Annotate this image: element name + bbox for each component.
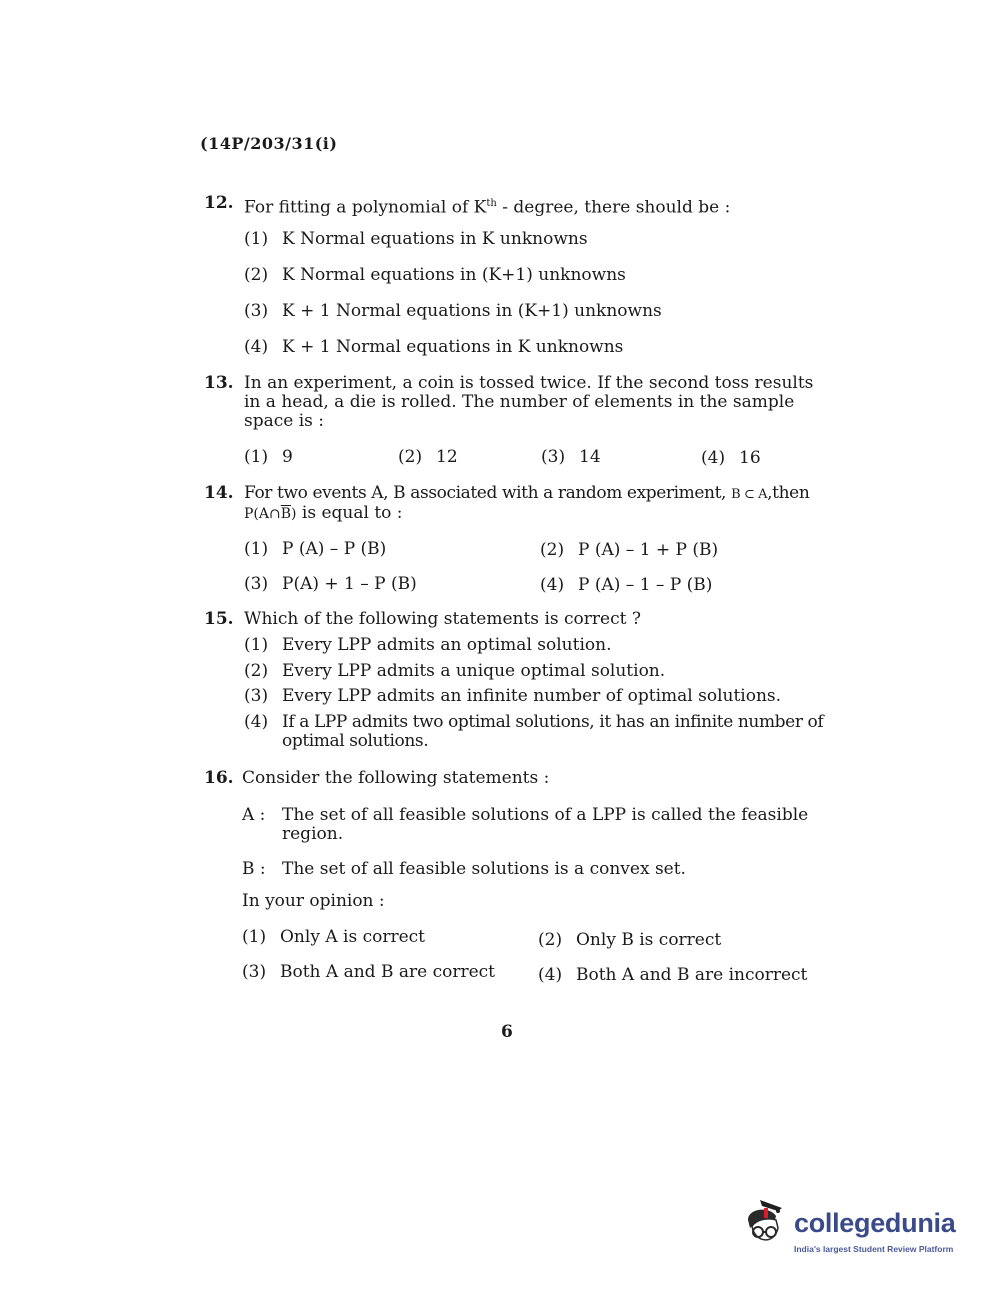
option: (3) 14 (541, 447, 601, 467)
question-number: 16. (204, 768, 234, 788)
question-number: 13. (204, 373, 234, 393)
option: (4) Both A and B are incorrect (538, 965, 808, 985)
question-text: For two events A, B associated with a random experiment, B ⊂ A,then (244, 483, 810, 503)
option: (2) 12 (398, 447, 458, 467)
question-text: In an experiment, a coin is tossed twice. If the second toss results in a head, a die is rolled. The number of elements in the sample space is : (244, 373, 814, 431)
option: (1) Every LPP admits an optimal solution. (244, 635, 612, 655)
option: (4) K + 1 Normal equations in K unknowns (244, 337, 624, 357)
page-number: 6 (501, 1022, 513, 1042)
option: (2) Every LPP admits a unique optimal solution. (244, 661, 666, 681)
subset-condition: B ⊂ A (731, 487, 768, 502)
option: (2) Only B is correct (538, 930, 722, 950)
option: (3) Every LPP admits an infinite number of optimal solutions. (244, 686, 782, 706)
statement-a: A : The set of all feasible solutions of a LPP is called the feasible region. (242, 805, 809, 844)
question-expression: $P(A\cap\overline{B})$ is equal to : (244, 503, 403, 523)
paper-code: (14P/203/31(i) (200, 134, 338, 153)
collegedunia-watermark (740, 1198, 970, 1268)
option: (3) P(A) + 1 – P (B) (244, 574, 417, 594)
option: (1) P (A) – P (B) (244, 539, 387, 559)
question-text: Consider the following statements : (242, 768, 550, 788)
question-number: 14. (204, 483, 234, 503)
option: (4) If a LPP admits two optimal solutions, it has an infinite number of optimal solutions. (244, 712, 824, 751)
brand-name: collegedunia (794, 1208, 956, 1238)
statement-b: B : The set of all feasible solutions is a convex set. (242, 859, 686, 879)
option: (1) K Normal equations in K unknowns (244, 229, 588, 249)
option: (3) Both A and B are correct (242, 962, 496, 982)
question-text: Which of the following statements is correct ? (244, 609, 641, 629)
question-number: 15. (204, 609, 234, 629)
option: (1) Only A is correct (242, 927, 425, 947)
mascot-icon (740, 1198, 794, 1260)
option: (4) 16 (701, 448, 761, 468)
brand-tagline: India's largest Student Review Platform (794, 1244, 954, 1254)
option: (4) P (A) – 1 – P (B) (540, 575, 713, 595)
option: (2) P (A) – 1 + P (B) (540, 540, 719, 560)
question-number: 12. (204, 193, 234, 213)
option: (2) K Normal equations in (K+1) unknowns (244, 265, 626, 285)
opinion-prompt: In your opinion : (242, 891, 385, 911)
question-text: For fitting a polynomial of $K^{th}$ - degree, there should be : (244, 197, 731, 218)
option: (3) K + 1 Normal equations in (K+1) unknowns (244, 301, 662, 321)
option: (1) 9 (244, 447, 293, 467)
